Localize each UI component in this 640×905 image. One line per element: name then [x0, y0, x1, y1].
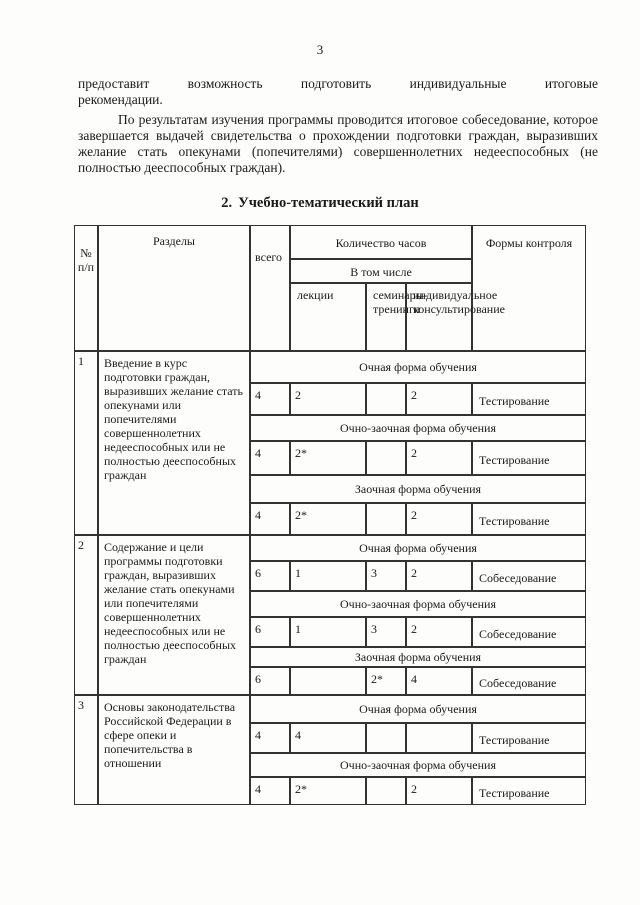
cell-total	[250, 667, 290, 695]
cell-total	[250, 561, 290, 591]
form-title	[250, 535, 586, 561]
cell-total	[250, 617, 290, 647]
cell-total-text: 4	[255, 388, 261, 402]
word: возможность	[187, 76, 263, 91]
cell-individual	[406, 777, 472, 805]
cell-lectures	[290, 441, 366, 475]
paragraph-continued	[78, 76, 598, 108]
cell-individual	[406, 617, 472, 647]
cell-individual-text: 2	[411, 782, 417, 796]
cell-total	[250, 777, 290, 805]
section-heading	[0, 195, 640, 212]
row-section-text: Основы законодательства Российской Федерации в сфере опеки и попечительства в отношении	[104, 700, 236, 770]
form-title-text: Очно-заочная форма обучения	[340, 758, 496, 772]
cell-individual-text: 2	[411, 622, 417, 636]
word: подготовить	[300, 76, 372, 91]
cell-control-text: Тестирование	[479, 733, 550, 747]
form-title-text: Заочная форма обучения	[354, 650, 482, 664]
header-sections	[98, 225, 250, 351]
header-sections-text: Разделы	[152, 234, 195, 248]
cell-control	[472, 383, 586, 415]
cell-total-text: 4	[255, 782, 261, 796]
cell-total-text: 4	[255, 728, 261, 742]
paragraph-text: По результатам изучения программы проводится итоговое собеседование, которое завершается выдачей свидетельства о прохождении подготовки граждан, выразивших желание стать опекунами (попечителями) совершеннолетних недееспособных (не полностью дееспособных граждан).	[78, 112, 598, 175]
cell-individual	[406, 441, 472, 475]
form-title	[250, 647, 586, 667]
cell-seminars	[366, 723, 406, 753]
cell-control	[472, 441, 586, 475]
cell-control	[472, 777, 586, 805]
form-title-text: Очно-заочная форма обучения	[340, 597, 496, 611]
cell-lectures	[290, 561, 366, 591]
cell-seminars	[366, 383, 406, 415]
cell-control	[472, 503, 586, 535]
header-seminars-text: семинары-тренинги	[373, 288, 428, 316]
cell-control	[472, 723, 586, 753]
row-section	[98, 351, 250, 535]
cell-control	[472, 667, 586, 695]
cell-control	[472, 561, 586, 591]
cell-lectures	[290, 723, 366, 753]
form-title	[250, 753, 586, 777]
header-including-text: В том числе	[350, 265, 412, 279]
page-number: 3	[316, 42, 324, 57]
cell-lectures-text: 1	[295, 566, 301, 580]
cell-individual	[406, 503, 472, 535]
cell-total-text: 6	[255, 566, 261, 580]
cell-individual	[406, 561, 472, 591]
header-lectures-text: лекции	[297, 288, 334, 302]
header-control	[472, 225, 586, 351]
form-title	[250, 695, 586, 723]
cell-seminars	[366, 561, 406, 591]
row-number	[74, 695, 98, 805]
header-individual-text: индивидуальное консультирование	[413, 288, 505, 316]
cell-individual-text: 2	[411, 388, 417, 402]
curriculum-table	[74, 225, 586, 820]
form-title-text: Очная форма обучения	[359, 360, 477, 374]
cell-seminars-text: 2*	[371, 672, 383, 686]
header-including	[290, 259, 472, 283]
row-section-text: Введение в курс подготовки граждан, выразивших желание стать опекунами или попечителями совершеннолетних недееспособных или не полностью дееспособных граждан	[104, 356, 243, 482]
form-title-text: Заочная форма обучения	[354, 482, 482, 496]
cell-lectures	[290, 617, 366, 647]
cell-individual	[406, 383, 472, 415]
header-control-text: Формы контроля	[485, 236, 573, 250]
header-seminars	[366, 283, 428, 351]
form-title-text: Очная форма обучения	[359, 541, 477, 555]
cell-lectures-text: 2	[295, 388, 301, 402]
cell-seminars	[366, 503, 406, 535]
row-section	[98, 535, 250, 695]
cell-seminars-text: 3	[371, 566, 377, 580]
header-individual	[406, 283, 505, 351]
cell-control-text: Тестирование	[479, 514, 550, 528]
cell-seminars-text: 3	[371, 622, 377, 636]
header-num	[74, 225, 98, 351]
form-title	[250, 351, 586, 383]
cell-seminars	[366, 667, 406, 695]
row-number-text: 1	[78, 354, 84, 368]
cell-lectures	[290, 383, 366, 415]
paragraph-results	[78, 112, 598, 176]
cell-lectures	[290, 667, 366, 695]
form-title	[250, 475, 586, 503]
cell-lectures	[290, 503, 366, 535]
cell-total-text: 4	[255, 446, 261, 460]
cell-total	[250, 383, 290, 415]
row-number	[74, 351, 98, 535]
cell-seminars	[366, 441, 406, 475]
header-hours	[290, 225, 472, 259]
cell-total	[250, 723, 290, 753]
row-section-text: Содержание и цели программы подготовки граждан, выразивших желание стать опекунами или попечителями совершеннолетних недееспособных или не полностью дееспособных граждан	[104, 540, 236, 666]
form-title	[250, 591, 586, 617]
cell-individual-text: 4	[411, 672, 417, 686]
cell-individual	[406, 667, 472, 695]
cell-individual-text: 2	[411, 446, 417, 460]
cell-individual	[406, 723, 472, 753]
cell-lectures-text: 2*	[295, 782, 307, 796]
header-lectures	[290, 283, 366, 351]
cell-control-text: Собеседование	[479, 627, 557, 641]
header-num-text: № п/п	[77, 246, 95, 274]
cell-control-text: Тестирование	[479, 394, 550, 408]
cell-control-text: Тестирование	[479, 786, 550, 800]
cell-control-text: Тестирование	[479, 453, 550, 467]
paragraph-line: рекомендации.	[78, 92, 163, 107]
row-number-text: 2	[78, 538, 84, 552]
word: предоставит	[78, 76, 150, 91]
form-title-text: Очная форма обучения	[359, 702, 477, 716]
row-section	[98, 695, 250, 805]
cell-lectures-text: 4	[295, 728, 301, 742]
cell-lectures-text: 2*	[295, 446, 307, 460]
cell-total	[250, 503, 290, 535]
cell-individual-text: 2	[411, 508, 417, 522]
cell-seminars	[366, 617, 406, 647]
form-title	[250, 415, 586, 441]
cell-total-text: 6	[255, 622, 261, 636]
cell-total-text: 6	[255, 672, 261, 686]
row-number	[74, 535, 98, 695]
cell-lectures-text: 1	[295, 622, 301, 636]
row-number-text: 3	[78, 698, 84, 712]
cell-control-text: Собеседование	[479, 571, 557, 585]
header-total	[250, 225, 290, 351]
word: индивидуальные	[409, 76, 507, 91]
cell-control-text: Собеседование	[479, 676, 557, 690]
header-total-text: всего	[255, 250, 283, 264]
cell-lectures	[290, 777, 366, 805]
form-title-text: Очно-заочная форма обучения	[340, 421, 496, 435]
header-hours-text: Количество часов	[335, 236, 427, 250]
section-number: 2.	[221, 195, 233, 211]
cell-total-text: 4	[255, 508, 261, 522]
cell-total	[250, 441, 290, 475]
cell-seminars	[366, 777, 406, 805]
cell-lectures-text: 2*	[295, 508, 307, 522]
cell-control	[472, 617, 586, 647]
word: итоговые	[544, 76, 598, 91]
section-title: Учебно-тематический план	[238, 195, 419, 211]
cell-individual-text: 2	[411, 566, 417, 580]
